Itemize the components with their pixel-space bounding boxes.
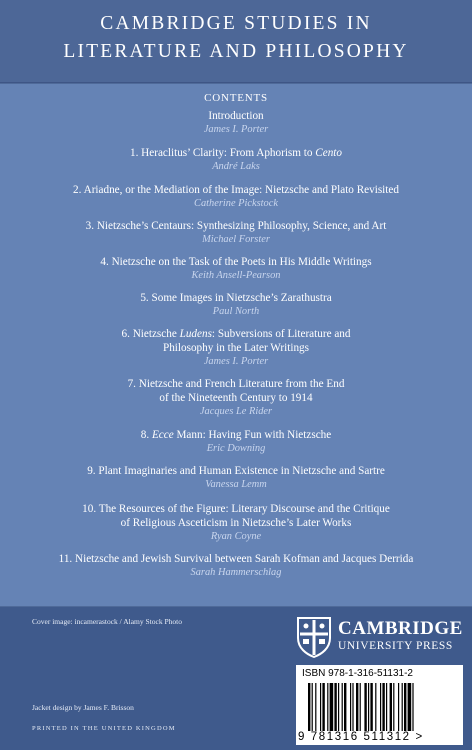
entry-title-line2: of Religious Asceticism in Nietzsche’s Later Works	[120, 517, 352, 529]
entry-title-line1	[0, 327, 472, 341]
entry-author: Keith Ansell-Pearson	[191, 270, 281, 281]
cambridge-shield-icon	[296, 616, 332, 658]
isbn-label: ISBN 978-1-316-51131-2	[302, 668, 413, 679]
entry-author: Jacques Le Rider	[199, 406, 273, 417]
publisher-logo	[296, 616, 463, 662]
series-title-line2: LITERATURE AND PHILOSOPHY	[63, 41, 409, 62]
entry-title: 11. Nietzsche and Jewish Survival between Sarah Kofman and Jacques Derrida	[58, 553, 414, 565]
contents-entry-11	[0, 552, 472, 579]
barcode-bar	[312, 683, 313, 731]
barcode-bar	[320, 683, 321, 731]
entry-title-text: 6. Nietzsche	[121, 328, 180, 340]
barcode-bar	[408, 683, 412, 731]
cover-image-credit: Cover image: incamerastock / Alamy Stock Photo	[32, 617, 182, 626]
contents-entry-6	[0, 327, 472, 368]
barcode-bar	[382, 683, 384, 731]
entry-title: 5. Some Images in Nietzsche’s Zarathustra	[140, 292, 332, 304]
entry-title	[0, 428, 472, 442]
barcode-bar	[352, 683, 353, 731]
barcode-bar	[356, 683, 358, 731]
entry-title-line1: 10. The Resources of the Figure: Literary Discourse and the Critique	[82, 503, 390, 515]
entry-title-text: : Subversions of Literature and	[211, 328, 351, 340]
contents-panel	[0, 84, 472, 606]
entry-title: 3. Nietzsche’s Centaurs: Synthesizing Philosophy, Science, and Art	[85, 220, 387, 232]
entry-title-italic: Cento	[315, 147, 343, 159]
barcode-bar	[386, 683, 387, 731]
contents-entry-5	[0, 291, 472, 318]
entry-author: Eric Downing	[206, 443, 266, 454]
barcode-bar	[342, 683, 343, 731]
publisher-subname: UNIVERSITY PRESS	[338, 640, 453, 652]
contents-entry-1	[0, 146, 472, 173]
barcode-bar	[327, 683, 328, 731]
entry-title-line2: of the Nineteenth Century to 1914	[159, 392, 313, 404]
barcode-bar	[398, 683, 399, 731]
entry-author: Vanessa Lemm	[205, 479, 267, 490]
entry-title: 9. Plant Imaginaries and Human Existence in Nietzsche and Sartre	[87, 465, 385, 477]
entry-author: James I. Porter	[203, 124, 269, 135]
entry-title-italic: Ludens	[179, 328, 212, 340]
series-header	[0, 0, 472, 82]
barcode-icon	[308, 683, 458, 731]
jacket-design-credit: Jacket design by James F. Brisson	[32, 703, 134, 712]
entry-author: Catherine Pickstock	[194, 198, 278, 209]
entry-title-italic: Ecce	[151, 429, 174, 441]
entry-title-text: Mann: Having Fun with Nietzsche	[173, 429, 332, 441]
barcode-bar	[350, 683, 351, 731]
entry-title-text: 1. Heraclitus’ Clarity: From Aphorism to	[129, 147, 316, 159]
entry-title: Introduction	[208, 110, 264, 122]
contents-entry-3	[0, 219, 472, 246]
barcode-bar	[380, 683, 381, 731]
publisher-name: CAMBRIDGE	[338, 618, 463, 639]
barcode-bar	[364, 683, 366, 731]
back-cover-footer	[0, 607, 472, 750]
barcode-bar	[330, 683, 334, 731]
entry-author: Ryan Coyne	[210, 531, 262, 542]
entry-author: Michael Forster	[202, 234, 270, 245]
entry-title-text: 8.	[140, 429, 152, 441]
header-divider	[0, 82, 472, 83]
barcode-bar	[402, 683, 403, 731]
entry-title	[0, 146, 472, 160]
barcode-bar	[368, 683, 369, 731]
barcode-bar	[315, 683, 316, 731]
barcode-digits: 9 781316 511312 >	[298, 731, 424, 743]
entry-title-line1: 7. Nietzsche and French Literature from the End	[127, 378, 345, 390]
entry-title: 4. Nietzsche on the Task of the Poets in His Middle Writings	[100, 256, 372, 268]
contents-entry-10	[0, 502, 472, 543]
contents-entry-4	[0, 255, 472, 282]
barcode-bar	[322, 683, 324, 731]
contents-entry-9	[0, 464, 472, 491]
contents-entry-introduction	[0, 109, 472, 136]
barcode-bar	[412, 683, 413, 731]
entry-author: James I. Porter	[203, 356, 269, 367]
entry-title-line2: Philosophy in the Later Writings	[162, 342, 309, 354]
printed-in-notice: PRINTED IN THE UNITED KINGDOM	[32, 725, 176, 732]
barcode-bar	[334, 683, 336, 731]
barcode-bar	[360, 683, 361, 731]
entry-author: André Laks	[212, 161, 260, 172]
entry-title: 2. Ariadne, or the Mediation of the Image: Nietzsche and Plato Revisited	[73, 184, 399, 196]
contents-entry-8	[0, 428, 472, 455]
barcode-bar	[393, 683, 394, 731]
barcode-bar	[344, 683, 346, 731]
entry-author: Sarah Hammerschlag	[190, 567, 282, 578]
isbn-barcode	[296, 665, 463, 745]
contents-entry-7	[0, 377, 472, 418]
barcode-bar	[375, 683, 376, 731]
contents-entry-2	[0, 183, 472, 210]
barcode-bar	[308, 683, 310, 731]
barcode-bar	[404, 683, 406, 731]
series-title-line1: CAMBRIDGE STUDIES IN	[100, 13, 372, 34]
barcode-bar	[390, 683, 392, 731]
barcode-bar	[338, 683, 339, 731]
contents-heading: CONTENTS	[204, 92, 268, 104]
barcode-bar	[370, 683, 372, 731]
entry-author: Paul North	[212, 306, 260, 317]
